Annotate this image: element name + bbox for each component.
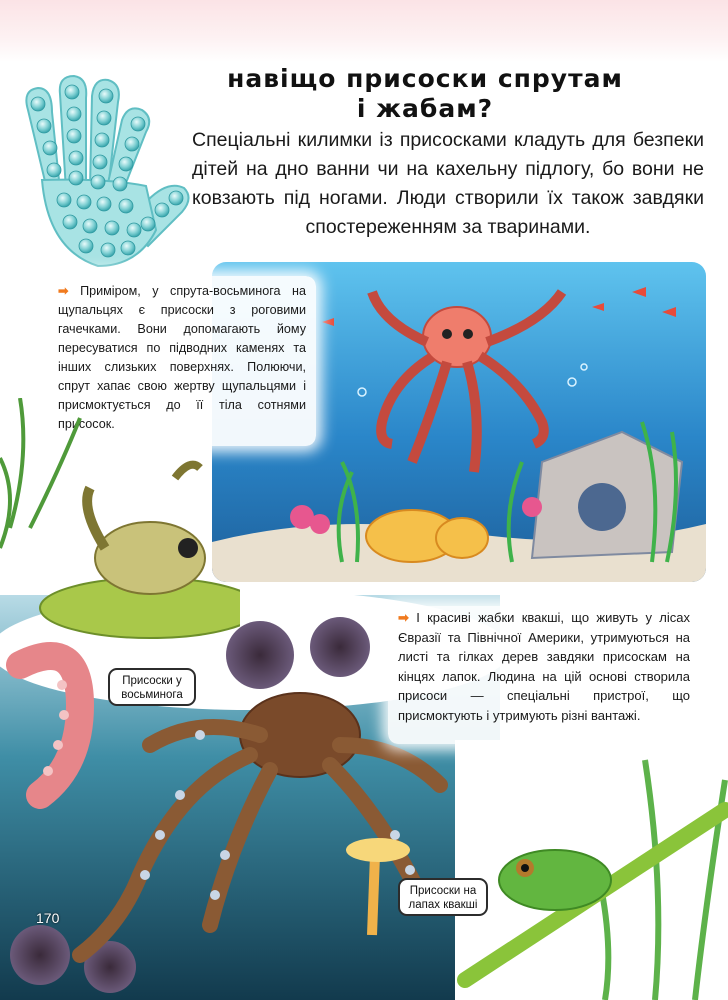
- frog-on-leaf-image: [0, 398, 240, 648]
- top-band: [0, 0, 728, 62]
- frog-callout: [388, 606, 696, 744]
- suction-cup-hand-icon: [8, 70, 198, 270]
- page-number: 170: [36, 910, 60, 926]
- intro-paragraph: Спеціальні килимки із присосками кладуть для безпеки дітей на дно ванни чи на кахельну підлогу, бо вони не ковзають під ногами. Люди створили їх також завдяки спостереженням за тваринами.: [192, 129, 704, 238]
- page-title: [215, 64, 635, 124]
- title-line-1: навіщо присоски спрутам: [227, 64, 623, 93]
- title-line-2: і жабам?: [356, 94, 494, 123]
- frog-callout-text: І красиві жабки квакші, що живуть у лісах Євразії та Північної Америки, утримуються на листі та гілках дерев завдяки присоскам на кінцях лапок. Людина на цій основі створила присоси — спеціальні пристрої, що присмоктують і утримують різні вантажі.: [398, 610, 690, 723]
- tree-frog-photo: [455, 740, 728, 1000]
- octopus-callout-text: Приміром, у спрута-восьминога на щупальцях є присоски з роговими гачечками. Вони допомагають йому пересуватися по підводних каменях та інших слизьких поверхнях. Полюючи, спрут хапає свою жертву щупальцями і присмоктується до її тіла сотнями присосок.: [58, 284, 306, 431]
- orange-arrow-icon: ➡: [398, 610, 409, 625]
- orange-arrow-icon: ➡: [58, 284, 69, 298]
- frog-suckers-label: Присоски на лапах квакші: [398, 878, 488, 916]
- octopus-suckers-label: Присоски у восьминога: [108, 668, 196, 706]
